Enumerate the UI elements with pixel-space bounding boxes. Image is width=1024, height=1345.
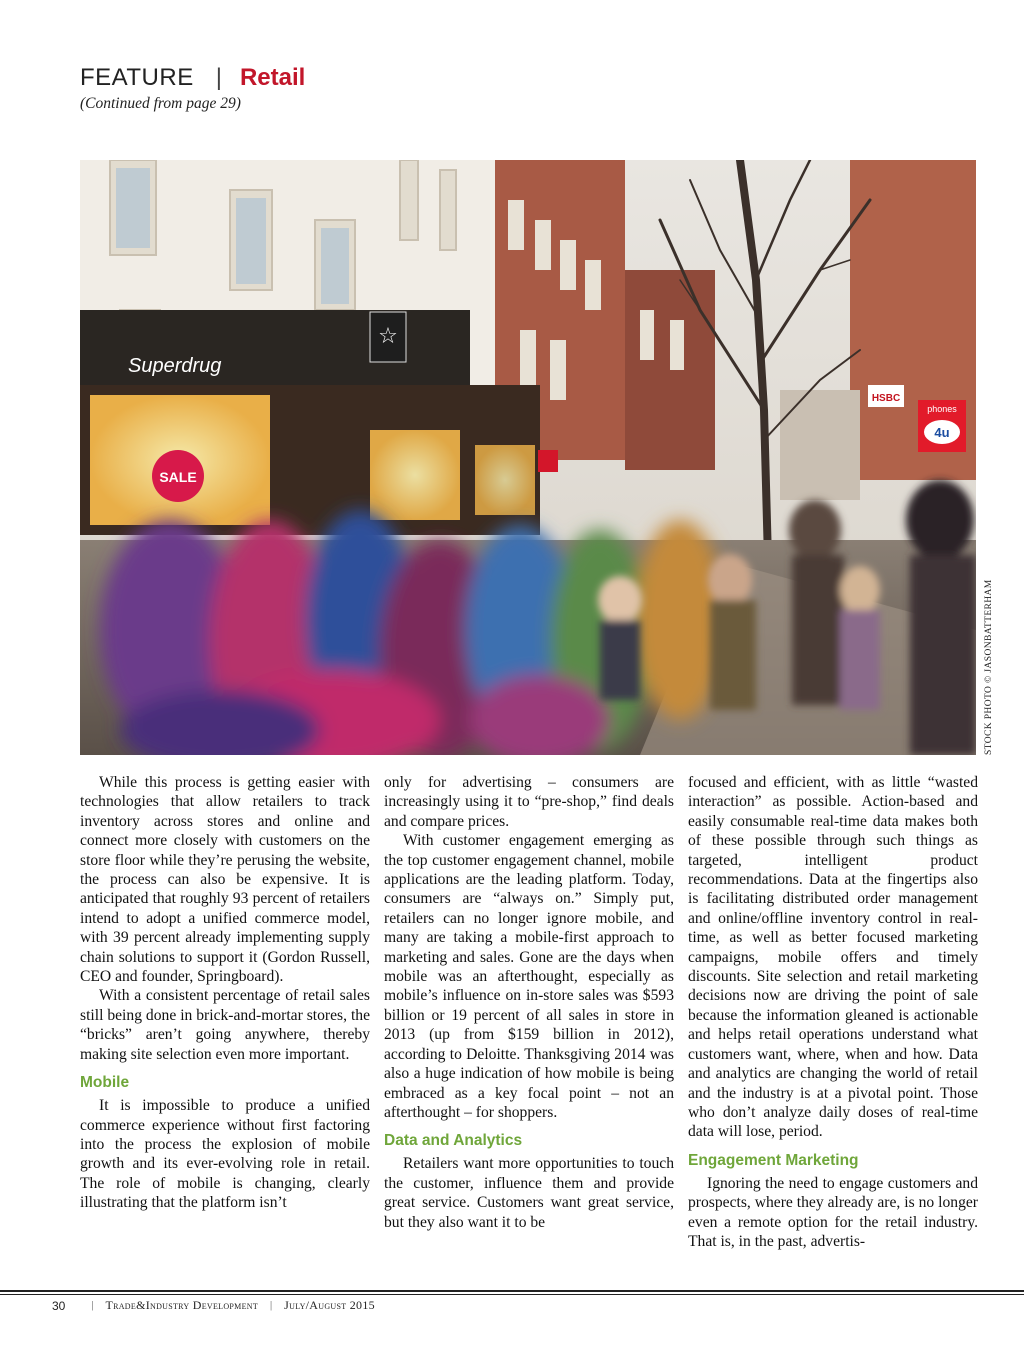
phones4u-sign: 4u	[934, 425, 950, 440]
section-topic: Retail	[239, 64, 306, 91]
page-number: 30	[52, 1298, 66, 1313]
section-label: FEATURE	[80, 64, 194, 91]
footer-separator: |	[91, 1300, 94, 1311]
sale-sign: SALE	[159, 469, 197, 485]
subheading-mobile: Mobile	[80, 1074, 130, 1092]
hsbc-sign: HSBC	[871, 393, 901, 404]
continued-note: (Continued from page 29)	[80, 95, 241, 112]
paragraph: With a consistent percentage of retail sales still being done in brick-and-mortar stores, the “bricks” aren’t going anywhere, thereby making site selection even more important.	[80, 987, 370, 1063]
paragraph: While this process is getting easier with technologies that allow retailers to track inventory across stores and online and connect more closely with customers on the store floor while they’re perusing the website, the process can also be expensive. It is anticipated that roughly 93 percent of retailers intend to adopt a unified commerce model, with 39 percent already implementing supply chain solutions to support it (Gordon Russell, CEO and founder, Springboard).	[80, 774, 370, 986]
paragraph: only for advertising – consumers are increasingly using it to “pre-shop,” find deals and compare prices.	[384, 774, 674, 830]
paragraph: With customer engagement emerging as the top customer engagement channel, mobile applications are the leading platform. Today, consumers are “always on.” Simply put, retailers can no longer ignore mobile, and many are taking a mobile-first approach to marketing and sales. Gone are the days when mobile was an afterthought, especially as mobile’s influence on in-store sales was $593 billion or 19 percent of all sales in store in 2013 (up from $159 billion in 2012), according to Deloitte. Thanksgiving 2014 was also a huge indication of how mobile is being embraced as a key focal point – not an afterthought – for shoppers.	[384, 832, 674, 1121]
photo-credit: STOCK PHOTO © JASONBATTERHAM	[984, 579, 994, 755]
street-photo	[80, 160, 976, 755]
page-header	[80, 64, 305, 113]
superdrug-sign: Superdrug	[128, 355, 222, 377]
phones-sign: phones	[927, 404, 957, 414]
footer-rule-thin	[0, 1294, 1024, 1295]
section-heading	[80, 64, 305, 92]
paragraph: It is impossible to produce a unified commerce experience without first factoring into the process the explosion of mobile growth and its ever-evolving role in retail. The role of mobile is changing, clearly illustrating that the platform isn’t	[80, 1097, 370, 1212]
page-footer	[52, 1298, 375, 1313]
footer-rule	[0, 1290, 1024, 1292]
article-column-3	[688, 773, 978, 1251]
paragraph: Ignoring the need to engage customers and prospects, where they already are, is no longer even a remote option for the retail industry. That is, in the past, advertis-	[688, 1174, 978, 1250]
article-column-2	[384, 773, 674, 1232]
paragraph: Retailers want more opportunities to touch the customer, influence them and provide great service. Customers want great service, but they also want it to be	[384, 1155, 674, 1231]
issue-date: July/August 2015	[284, 1298, 375, 1312]
subheading-engagement-marketing: Engagement Marketing	[688, 1151, 859, 1169]
article-column-1	[80, 773, 370, 1213]
section-separator: |	[215, 64, 222, 91]
star-sign-icon: ☆	[378, 324, 398, 349]
subheading-data-analytics: Data and Analytics	[384, 1132, 523, 1150]
footer-separator: |	[270, 1300, 273, 1311]
publication-name: Trade&Industry Development	[105, 1298, 259, 1312]
paragraph: focused and efficient, with as little “wasted interaction” as possible. Action-based and easily consumable real-time data makes both of these possible through such things as targeted, intelligent product recommendations. Data at the fingertips also is facilitating distributed order management and online/offline inventory control in real-time, as well as better focused marketing campaigns, mobile offers and timely discounts. Site selection and retail marketing decisions now are driving the point of sale because the information gleaned is actionable and helps retail operations understand what customers want, where, when and how. Data and analytics are changing the world of retail and the industry is at a pivotal point. Those who don’t analyze daily doses of real-time data will lose, period.	[688, 774, 978, 1141]
